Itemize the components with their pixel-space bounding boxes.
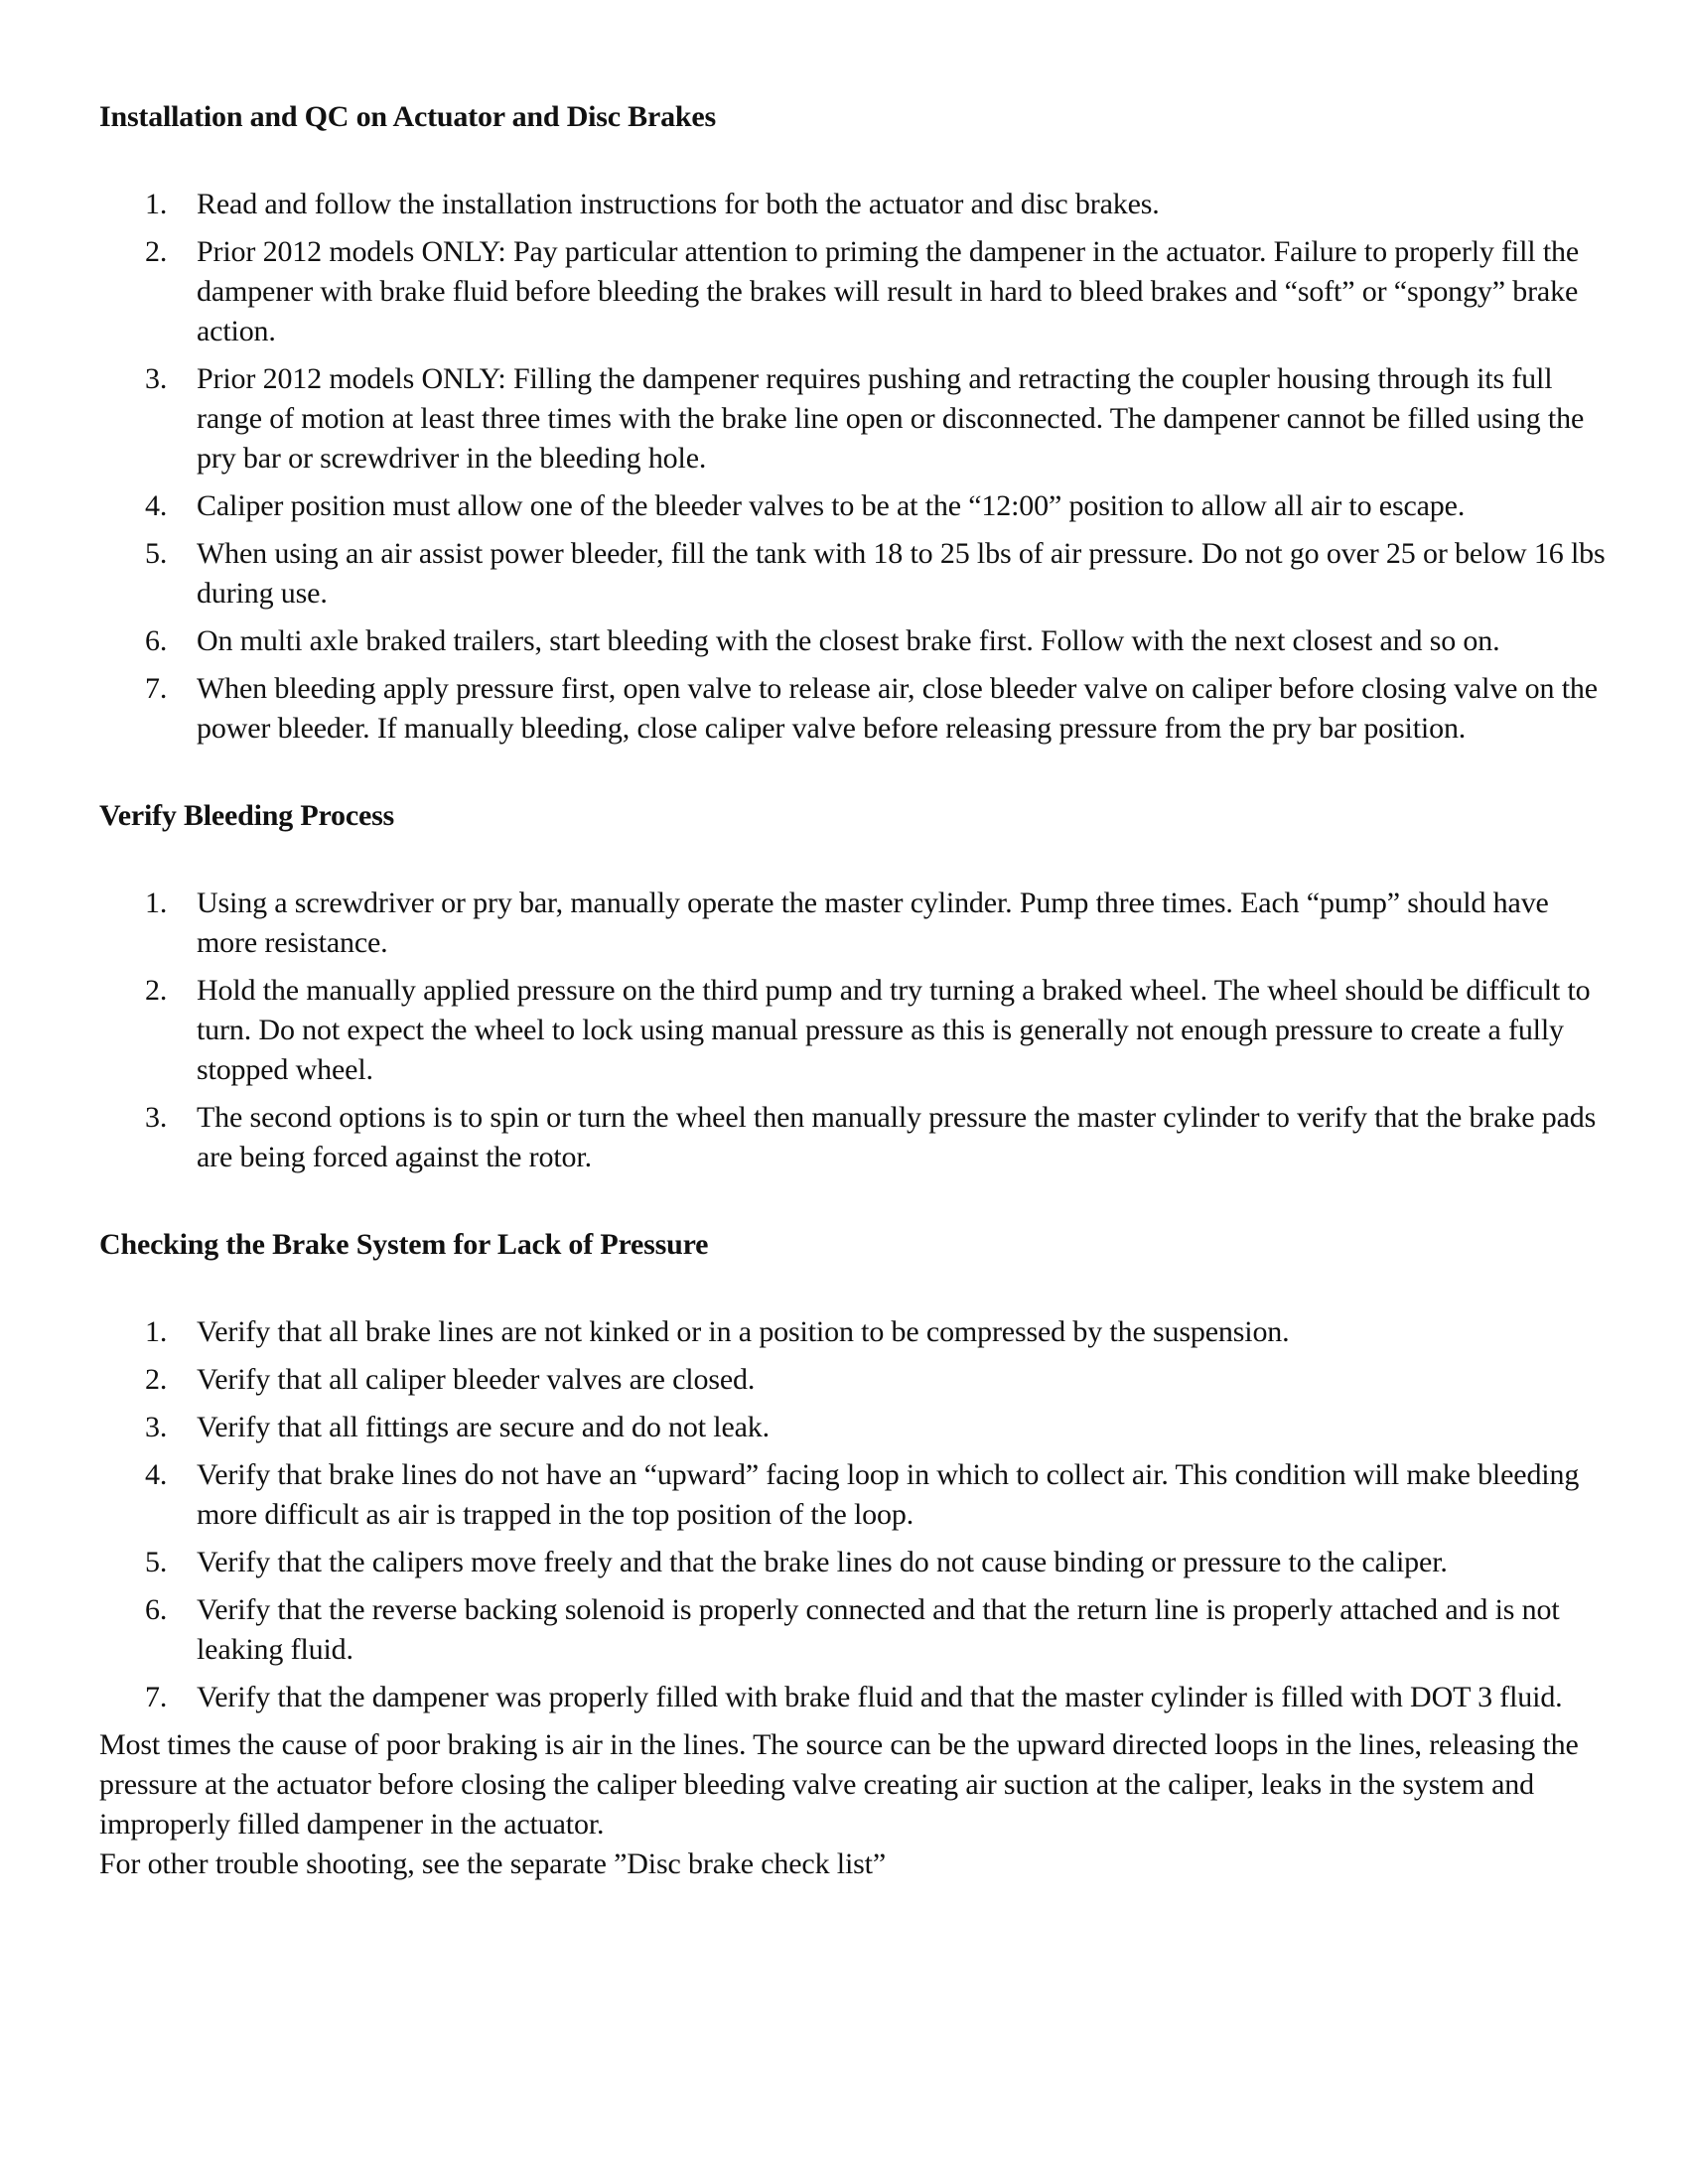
list-item	[99, 232, 1609, 351]
list-item	[99, 1678, 1609, 1717]
section-heading-lack-of-pressure: Checking the Brake System for Lack of Pressure	[99, 1228, 709, 1261]
list-item-number: 6.	[145, 624, 168, 657]
lack-of-pressure-steps-list	[99, 1312, 1609, 1717]
list-item-text: Prior 2012 models ONLY: Filling the dampener requires pushing and retracting the coupler housing through its full range of motion at least three times with the brake line open or disconnected. The dampener cannot be filled using the pry bar or screwdriver in the bleeding hole.	[197, 362, 1585, 475]
list-item-number: 1.	[145, 887, 168, 919]
list-item-number: 7.	[145, 1681, 168, 1713]
list-item-text: On multi axle braked trailers, start bleeding with the closest brake first. Follow with the next closest and so on.	[197, 624, 1500, 657]
list-item	[99, 534, 1609, 614]
list-item	[99, 1360, 1609, 1400]
list-item-text: Prior 2012 models ONLY: Pay particular attention to priming the dampener in the actuator. Failure to properly fill the dampener with brake fluid before bleeding the brakes will result in hard to bleed brakes and “soft” or “spongy” brake action.	[197, 235, 1580, 347]
installation-steps-list	[99, 185, 1609, 749]
list-item-text: Using a screwdriver or pry bar, manually operate the master cylinder. Pump three times. Each “pump” should have more resistance.	[197, 887, 1549, 959]
list-item-number: 7.	[145, 672, 168, 705]
section-heading-verify-bleeding: Verify Bleeding Process	[99, 799, 395, 832]
list-item	[99, 971, 1609, 1090]
list-item	[99, 1455, 1609, 1535]
list-item	[99, 1098, 1609, 1177]
list-item-text: When bleeding apply pressure first, open valve to release air, close bleeder valve on caliper before closing valve on the power bleeder. If manually bleeding, close caliper valve before releasing pressure from the pry bar position.	[197, 672, 1598, 745]
verify-bleeding-steps-list	[99, 884, 1609, 1177]
section-heading-installation: Installation and QC on Actuator and Disc Brakes	[99, 100, 716, 133]
list-item	[99, 185, 1609, 224]
list-item-text: When using an air assist power bleeder, fill the tank with 18 to 25 lbs of air pressure. Do not go over 25 or below 16 lbs during use.	[197, 537, 1606, 610]
list-item-text: Verify that brake lines do not have an “upward” facing loop in which to collect air. This condition will make bleeding more difficult as air is trapped in the top position of the loop.	[197, 1458, 1580, 1531]
list-item-number: 5.	[145, 1546, 168, 1578]
list-item	[99, 486, 1609, 526]
closing-reference-line: For other trouble shooting, see the separate ”Disc brake check list”	[99, 1847, 887, 1880]
list-item	[99, 669, 1609, 749]
list-item	[99, 621, 1609, 661]
list-item	[99, 1543, 1609, 1582]
list-item-number: 3.	[145, 362, 168, 395]
list-item-number: 1.	[145, 1315, 168, 1348]
list-item-text: Verify that all fittings are secure and do not leak.	[197, 1411, 770, 1443]
list-item-text: Verify that the dampener was properly filled with brake fluid and that the master cylinder is filled with DOT 3 fluid.	[197, 1681, 1563, 1713]
list-item-number: 2.	[145, 235, 168, 268]
list-item	[99, 359, 1609, 478]
list-item-number: 2.	[145, 1363, 168, 1396]
list-item-number: 4.	[145, 489, 168, 522]
list-item-number: 4.	[145, 1458, 168, 1491]
list-item-number: 6.	[145, 1593, 168, 1626]
list-item-text: Verify that all brake lines are not kinked or in a position to be compressed by the suspension.	[197, 1315, 1290, 1348]
closing-paragraph: Most times the cause of poor braking is air in the lines. The source can be the upward directed loops in the lines, releasing the pressure at the actuator before closing the caliper bleeding valve creating air suction at the caliper, leaks in the system and improperly filled dampener in the actuator.	[99, 1728, 1579, 1841]
list-item	[99, 884, 1609, 963]
list-item-number: 5.	[145, 537, 168, 570]
list-item-number: 1.	[145, 188, 168, 220]
list-item-text: Verify that the calipers move freely and that the brake lines do not cause binding or pressure to the caliper.	[197, 1546, 1448, 1578]
list-item	[99, 1590, 1609, 1670]
list-item-text: Caliper position must allow one of the bleeder valves to be at the “12:00” position to allow all air to escape.	[197, 489, 1466, 522]
list-item	[99, 1408, 1609, 1447]
list-item-number: 3.	[145, 1411, 168, 1443]
list-item-text: Verify that all caliper bleeder valves are closed.	[197, 1363, 756, 1396]
list-item-text: Read and follow the installation instructions for both the actuator and disc brakes.	[197, 188, 1160, 220]
list-item-text: Hold the manually applied pressure on the third pump and try turning a braked wheel. The wheel should be difficult to turn. Do not expect the wheel to lock using manual pressure as this is generally not enough pressure to create a fully stopped wheel.	[197, 974, 1591, 1086]
list-item-text: The second options is to spin or turn the wheel then manually pressure the master cylinder to verify that the brake pads are being forced against the rotor.	[197, 1101, 1597, 1173]
list-item-number: 3.	[145, 1101, 168, 1134]
document-page	[99, 97, 1609, 1884]
list-item-number: 2.	[145, 974, 168, 1007]
list-item-text: Verify that the reverse backing solenoid is properly connected and that the return line is properly attached and is not leaking fluid.	[197, 1593, 1560, 1666]
list-item	[99, 1312, 1609, 1352]
